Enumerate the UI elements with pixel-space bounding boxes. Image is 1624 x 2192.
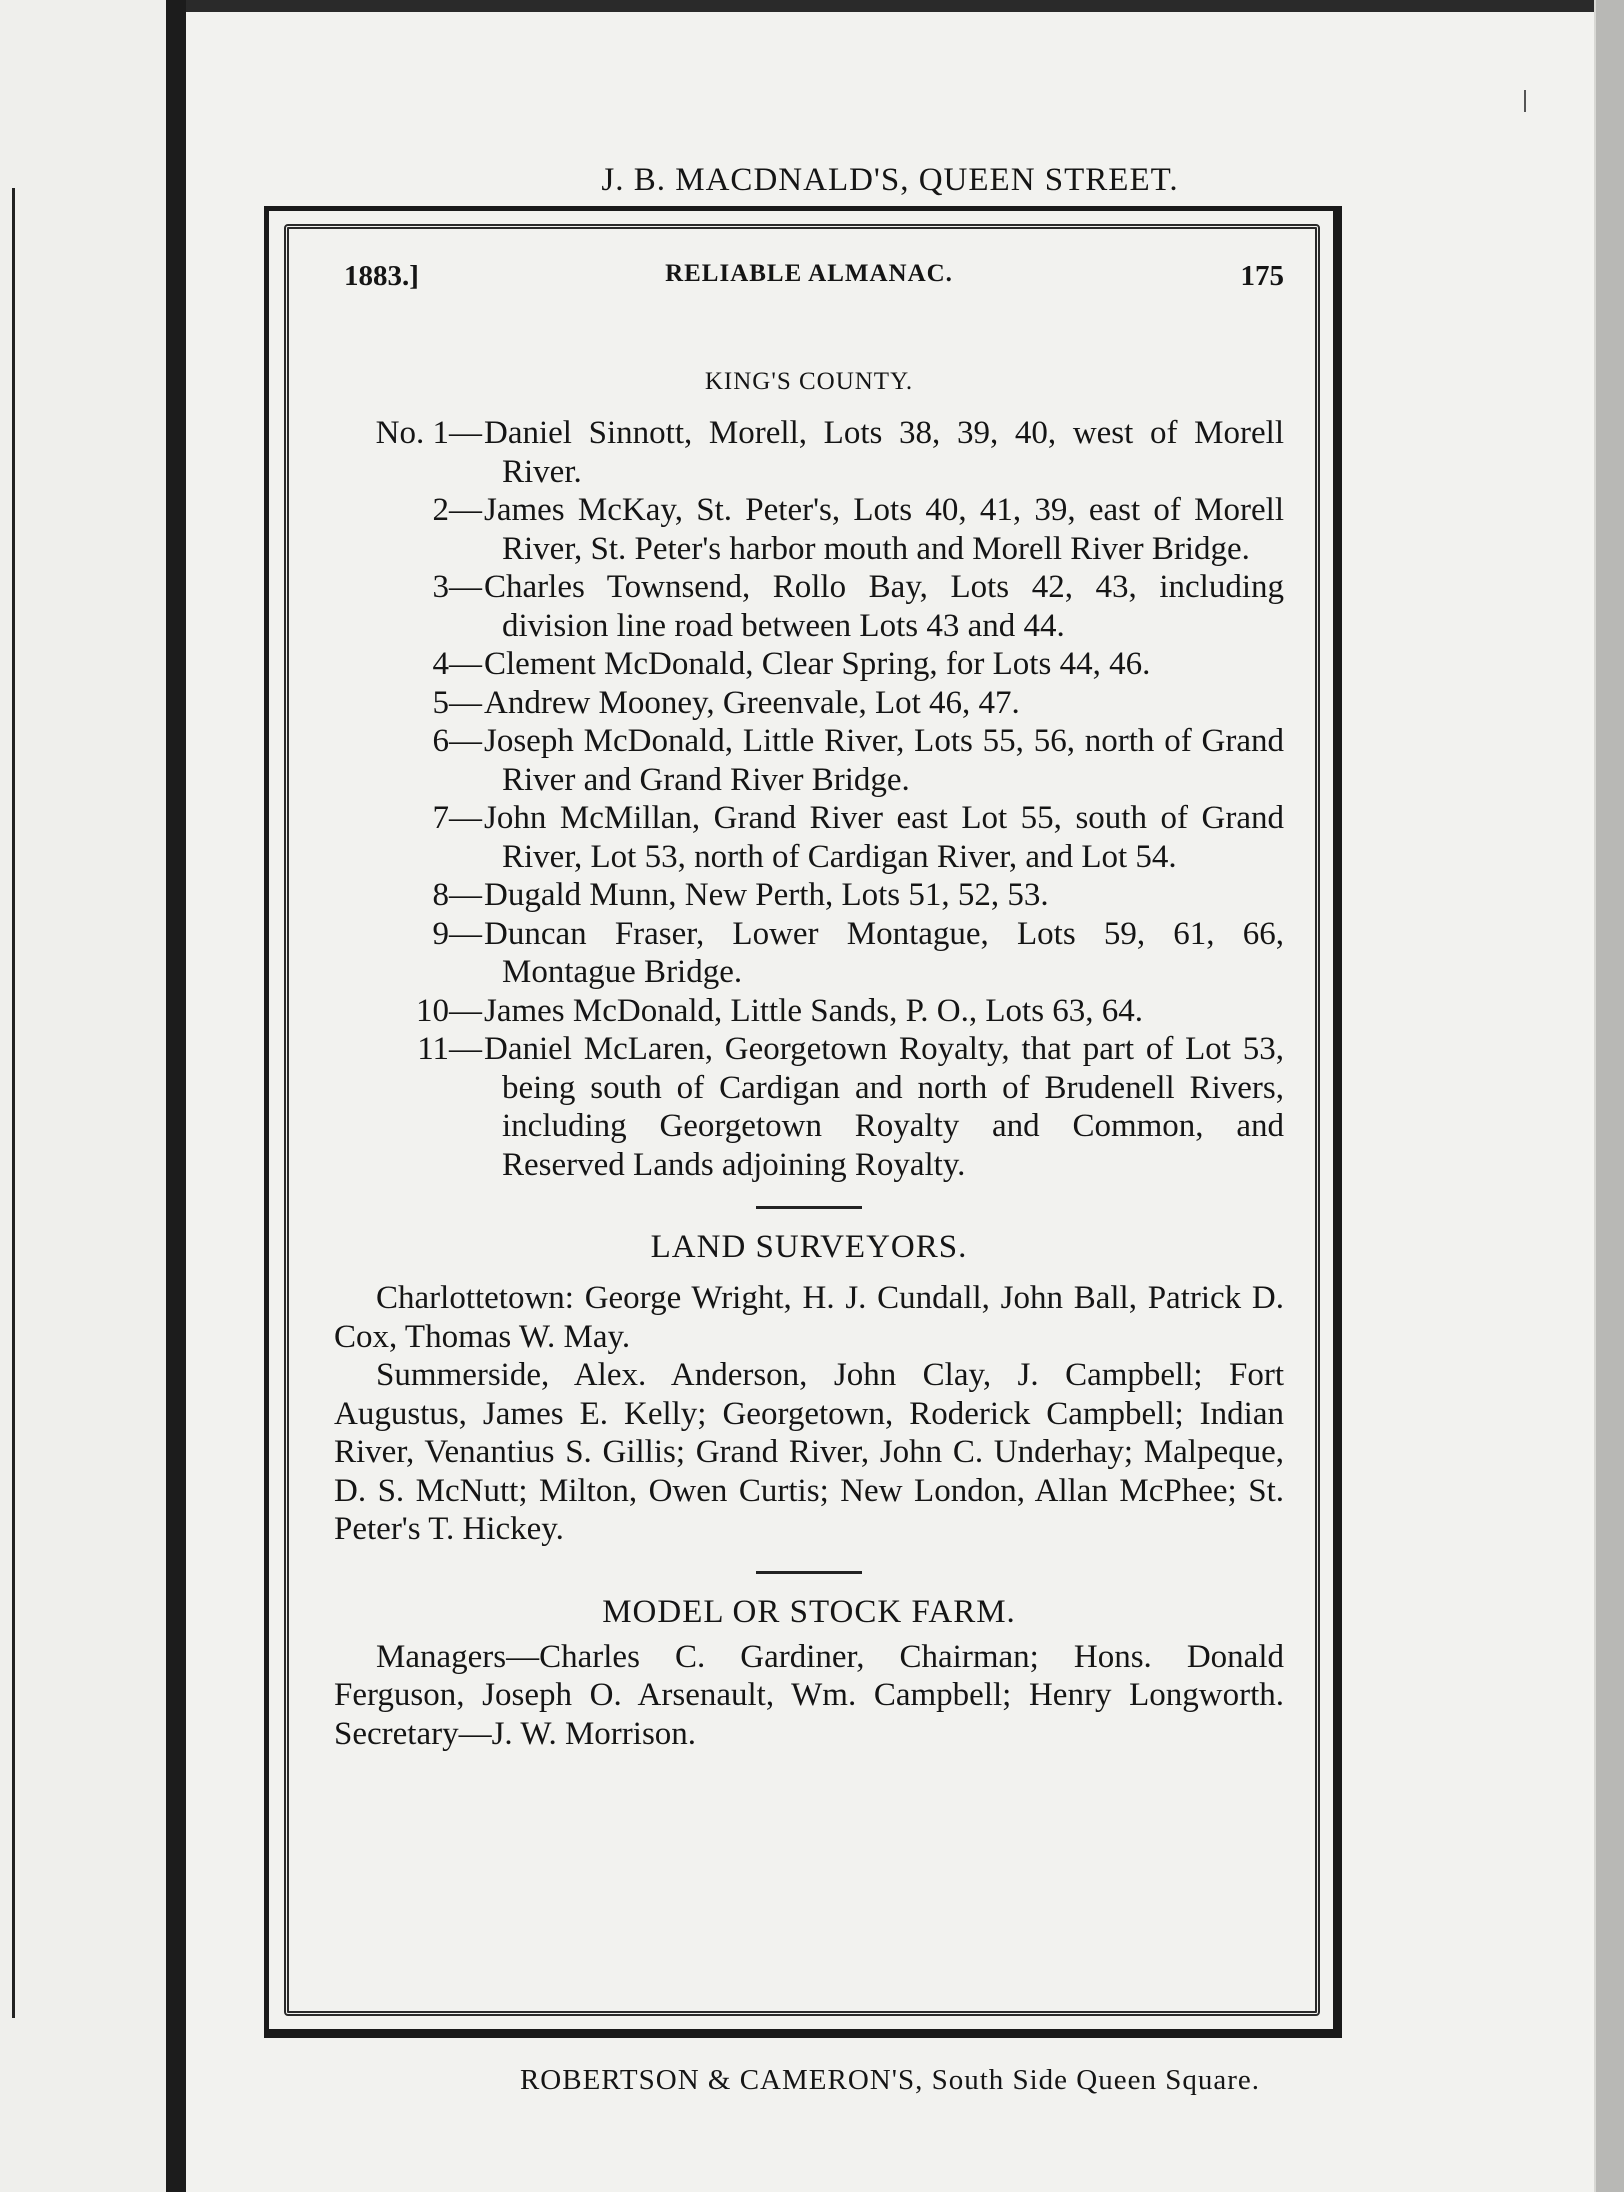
print-mark: [1524, 90, 1526, 112]
district-entry: [334, 992, 1284, 1031]
farm-title: MODEL OR STOCK FARM.: [602, 1593, 1016, 1630]
entry-text: Joseph McDonald, Little River, Lots 55, 56, north of Grand River and Grand River Bridge.: [484, 723, 1284, 798]
facing-page-border: [0, 188, 15, 2018]
district-entry: [334, 568, 1284, 645]
entry-number: 9—: [432, 915, 482, 952]
facing-page-edge: [0, 0, 166, 2192]
entry-text: John McMillan, Grand River east Lot 55, south of Grand River, Lot 53, north of Cardigan River, and Lot 54.: [484, 800, 1284, 875]
entry-number: No. 1—: [375, 415, 482, 451]
entry-number: 10—: [416, 992, 482, 1029]
farm-section: [334, 1592, 1284, 1754]
entry-number: 5—: [432, 684, 482, 721]
running-head: J. B. MACDNALD'S, QUEEN STREET.: [601, 162, 1179, 198]
entry-text: Clement McDonald, Clear Spring, for Lots 44, 46.: [484, 646, 1151, 682]
surveyors-paragraph: Summerside, Alex. Anderson, John Clay, J. Campbell; Fort Augustus, James E. Kelly; Georgetown, Roderick Campbell; Indian River, Venantius S. Gillis; Grand River, John C. Underhay; Malpeque, D. S. McNutt; Milton, Owen Curtis; New London, Allan McPhee; St. Peter's T. Hickey.: [334, 1357, 1284, 1547]
district-entry: [334, 684, 1284, 723]
district-entry: [334, 722, 1284, 799]
page-content: [334, 250, 1284, 1753]
page-header: [334, 250, 1284, 302]
district-entry: [334, 645, 1284, 684]
district-list: [334, 414, 1284, 1184]
county-title: KING'S COUNTY.: [704, 368, 914, 395]
entry-number: 4—: [432, 646, 482, 682]
district-entry: [334, 876, 1284, 915]
district-entry: [334, 414, 1284, 491]
entry-text: James McKay, St. Peter's, Lots 40, 41, 39, east of Morell River, St. Peter's harbor mouth and Morell River Bridge.: [484, 492, 1284, 567]
entry-text: Andrew Mooney, Greenvale, Lot 46, 47.: [484, 684, 1020, 721]
section-divider: [756, 1206, 862, 1209]
entry-number: 8—: [432, 877, 482, 913]
entry-text: Duncan Fraser, Lower Montague, Lots 59, 61, 66, Montague Bridge.: [484, 915, 1284, 990]
footer-advertisement: ROBERTSON & CAMERON'S, South Side Queen Square.: [519, 2064, 1261, 2096]
entry-text: James McDonald, Little Sands, P. O., Lots 63, 64.: [484, 992, 1144, 1029]
entry-text: Daniel Sinnott, Morell, Lots 38, 39, 40, west of Morell River.: [484, 415, 1284, 490]
district-entry: [334, 799, 1284, 876]
entry-number: 7—: [432, 800, 482, 836]
district-entry: [334, 915, 1284, 992]
entry-number: 11—: [417, 1031, 482, 1067]
page-stack-edge: [1594, 0, 1624, 2192]
farm-paragraph: Managers—Charles C. Gardiner, Chairman; Hons. Donald Ferguson, Joseph O. Arsenault, Wm. Campbell; Henry Longworth. Secretary—J. W. Morrison.: [334, 1638, 1284, 1752]
district-entry: [334, 491, 1284, 568]
entry-number: 2—: [432, 492, 482, 528]
entry-number: 3—: [432, 569, 482, 605]
entry-text: Dugald Munn, New Perth, Lots 51, 52, 53.: [484, 877, 1049, 913]
almanac-page: [186, 12, 1594, 2192]
surveyors-paragraph: Charlottetown: George Wright, H. J. Cundall, John Ball, Patrick D. Cox, Thomas W. May.: [334, 1280, 1284, 1355]
surveyors-title: LAND SURVEYORS.: [650, 1229, 968, 1265]
entry-text: Daniel McLaren, Georgetown Royalty, that part of Lot 53, being south of Cardigan and north of Brudenell Rivers, including Georgetown Royalty and Common, and Reserved Lands adjoining Royalty.: [484, 1031, 1284, 1183]
entry-number: 6—: [432, 723, 482, 759]
district-entry: [334, 1030, 1284, 1184]
book-gutter: [166, 0, 186, 2192]
section-divider: [756, 1571, 862, 1574]
surveyors-section: [334, 1227, 1284, 1549]
header-title: RELIABLE ALMANAC.: [665, 260, 953, 287]
header-year: 1883.]: [344, 260, 419, 292]
entry-text: Charles Townsend, Rollo Bay, Lots 42, 43, including division line road between Lots 43 and 44.: [484, 569, 1284, 644]
page-number: 175: [1240, 260, 1284, 292]
